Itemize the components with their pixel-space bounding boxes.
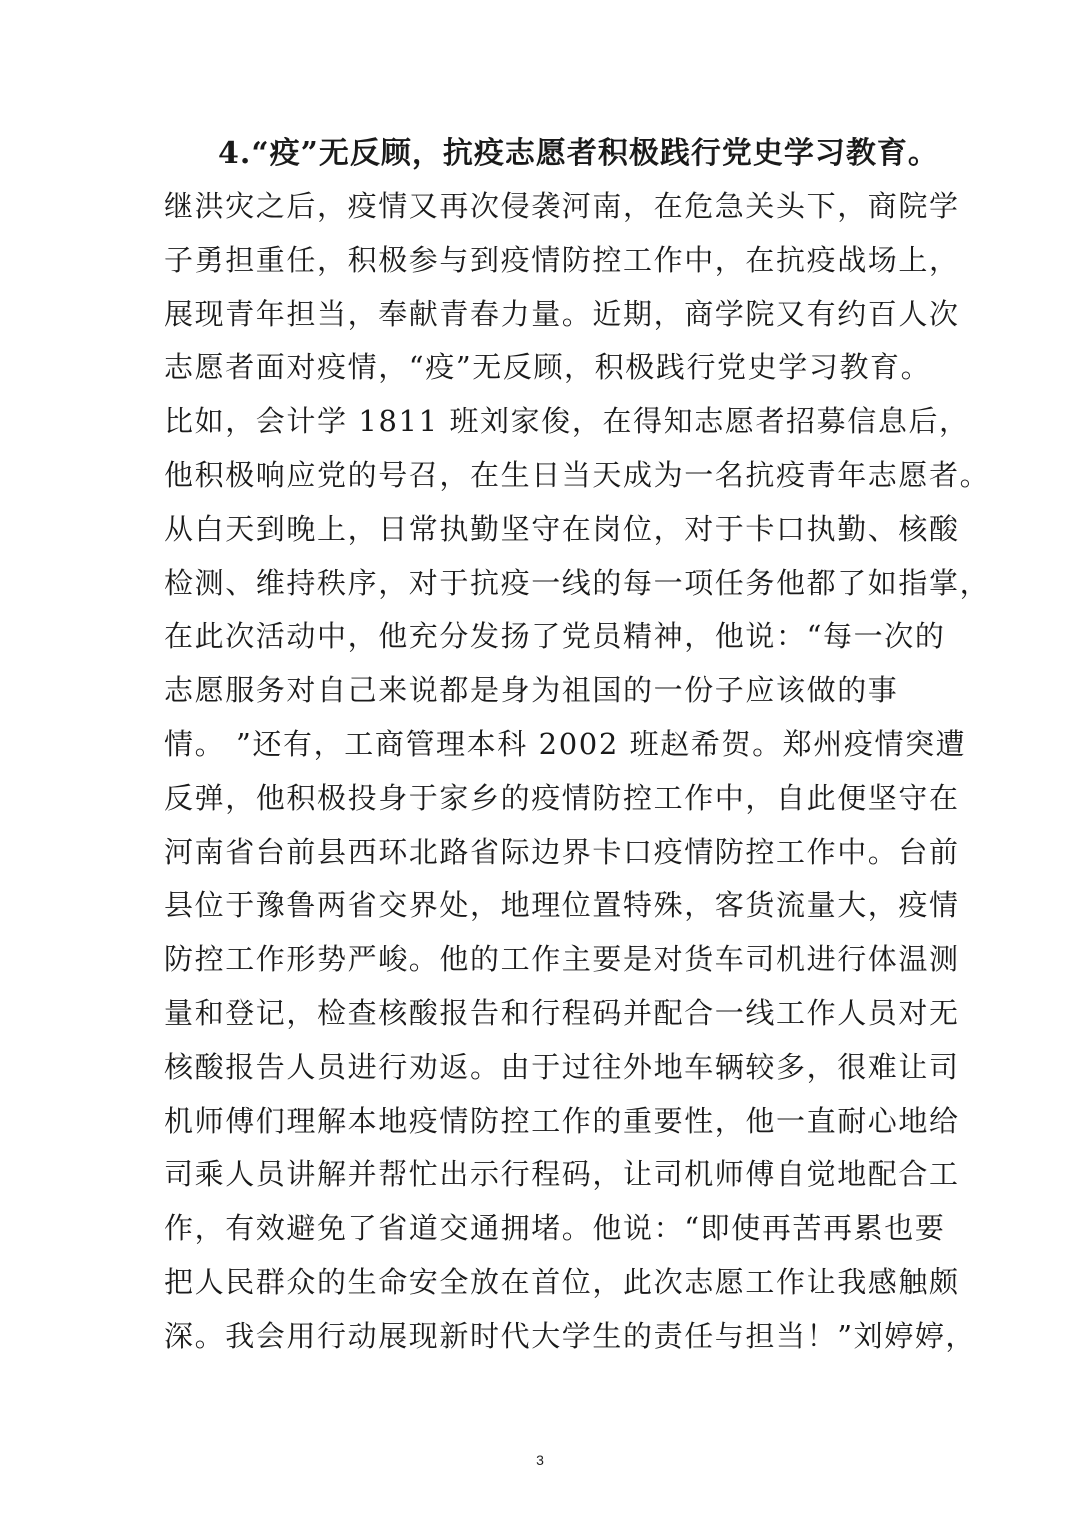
text-line: 量和登记，检查核酸报告和行程码并配合一线工作人员对无	[164, 995, 960, 1030]
text-line: 深。我会用行动展现新时代大学生的责任与担当！”刘婷婷，	[164, 1318, 977, 1353]
text-line: 展现青年担当，奉献青春力量。近期，商学院又有约百人次	[164, 296, 960, 331]
body-paragraph	[164, 180, 991, 1364]
page-number: 3	[536, 1452, 544, 1468]
text-line: 他积极响应党的号召，在生日当天成为一名抗疫青年志愿者。	[164, 457, 991, 492]
text-line: 检测、维持秩序，对于抗疫一线的每一项任务他都了如指掌，	[164, 565, 991, 600]
text-line: 反弹，他积极投身于家乡的疫情防控工作中，自此便坚守在	[164, 780, 960, 815]
text-line: 继洪灾之后，疫情又再次侵袭河南，在危急关头下，商院学	[164, 189, 960, 223]
section-heading: 4.“疫”无反顾，抗疫志愿者积极践行党史学习教育。	[218, 136, 939, 171]
text-line: 比如，会计学 1811 班刘家俊，在得知志愿者招募信息后，	[164, 404, 970, 439]
text-line: 志愿者面对疫情，“疫”无反顾，积极践行党史学习教育。	[164, 350, 932, 385]
text-line: 防控工作形势严峻。他的工作主要是对货车司机进行体温测	[164, 942, 960, 977]
text-line: 县位于豫鲁两省交界处，地理位置特殊，客货流量大，疫情	[164, 888, 960, 923]
text-line: 从白天到晚上，日常执勤坚守在岗位，对于卡口执勤、核酸	[164, 511, 960, 546]
text-line: 河南省台前县西环北路省际边界卡口疫情防控工作中。台前	[164, 834, 960, 869]
text-line: 志愿服务对自己来说都是身为祖国的一份子应该做的事	[164, 673, 899, 708]
text-line: 子勇担重任，积极参与到疫情防控工作中，在抗疫战场上，	[164, 242, 960, 277]
text-line: 在此次活动中，他充分发扬了党员精神，他说：“每一次的	[164, 619, 946, 654]
text-line: 司乘人员讲解并帮忙出示行程码，让司机师傅自觉地配合工	[164, 1157, 960, 1192]
text-line: 情。 ”还有，工商管理本科 2002 班赵希贺。郑州疫情突遭	[164, 726, 967, 761]
text-line: 机师傅们理解本地疫情防控工作的重要性，他一直耐心地给	[164, 1103, 960, 1138]
text-line: 核酸报告人员进行劝返。由于过往外地车辆较多，很难让司	[164, 1049, 960, 1084]
text-line: 把人民群众的生命安全放在首位，此次志愿工作让我感触颇	[164, 1264, 960, 1299]
text-line: 作，有效避免了省道交通拥堵。他说：“即使再苦再累也要	[164, 1211, 946, 1246]
